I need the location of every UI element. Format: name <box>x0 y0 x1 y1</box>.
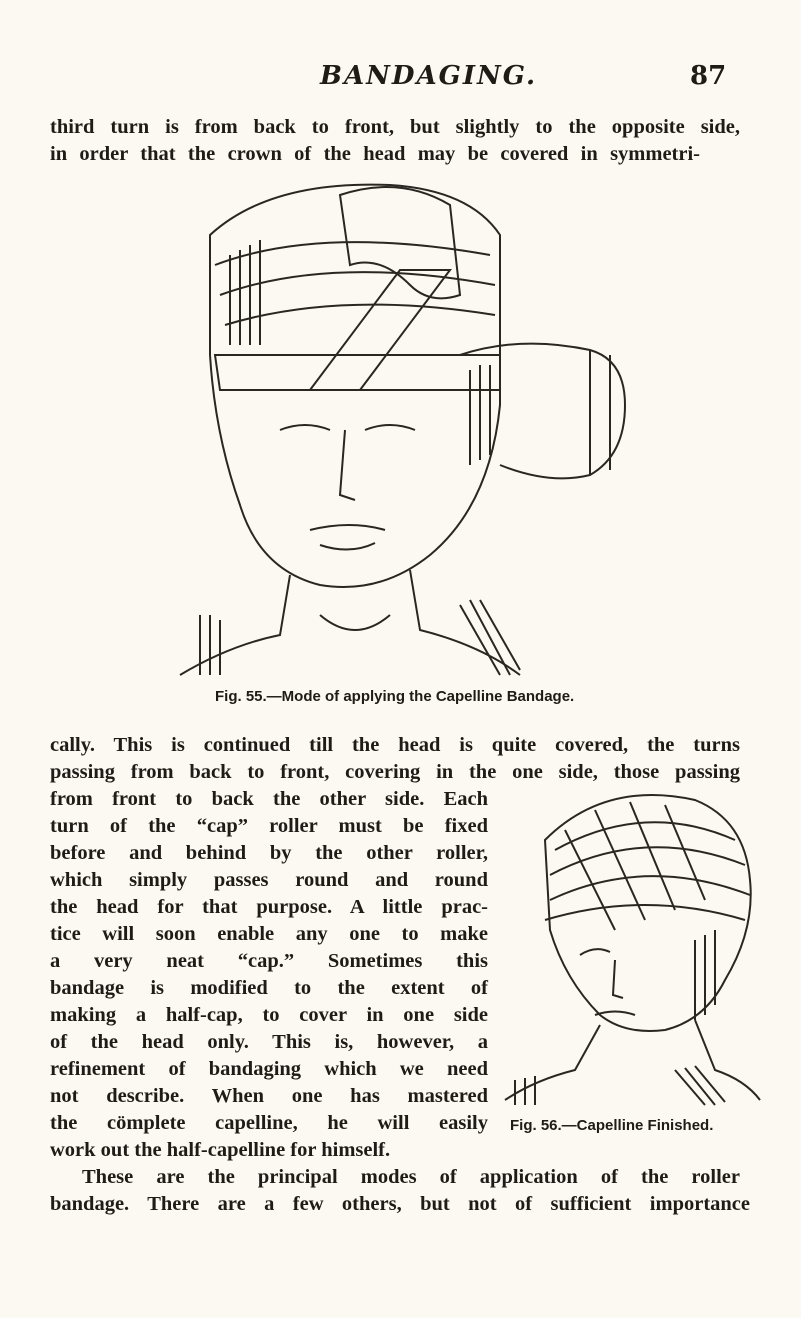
closing-line-3: bandage. There are a few others, but not of sufficient importance <box>50 1193 750 1215</box>
running-title: BANDAGING. <box>320 61 538 91</box>
wrapped-line: before and behind by the other roller, <box>50 842 488 864</box>
page-number: 87 <box>690 61 727 91</box>
intro-line-1: third turn is from back to front, but slightly to the opposite side, <box>50 116 740 138</box>
wrapped-line: making a half-cap, to cover in one side <box>50 1004 488 1026</box>
wrapped-line: the cömplete capelline, he will easily <box>50 1112 488 1134</box>
closing-line-2: These are the principal modes of application of the roller <box>82 1166 740 1188</box>
closing-line-1: work out the half-capelline for himself. <box>50 1139 391 1161</box>
figure-55-caption: Fig. 55.—Mode of applying the Capelline Bandage. <box>215 688 575 705</box>
wrapped-line: bandage is modified to the extent of <box>50 977 488 999</box>
figure-56-caption: Fig. 56.—Capelline Finished. <box>510 1117 714 1134</box>
wrapped-line: turn of the “cap” roller must be fixed <box>50 815 488 837</box>
page-header <box>0 55 801 95</box>
wrapped-line: from front to back the other side. Each <box>50 788 488 810</box>
wrapped-line: the head for that purpose. A little prac- <box>50 896 488 918</box>
figure-55-illustration <box>170 175 640 680</box>
wrapped-line: of the head only. This is, however, a <box>50 1031 488 1053</box>
intro-line-2: in order that the crown of the head may be covered in symmetri- <box>50 143 700 165</box>
text-line-4: passing from back to front, covering in the one side, those passing <box>50 761 740 783</box>
wrapped-line: not describe. When one has mastered <box>50 1085 488 1107</box>
text-line-3: cally. This is continued till the head is quite covered, the turns <box>50 734 740 756</box>
wrapped-line: tice will soon enable any one to make <box>50 923 488 945</box>
wrapped-line: which simply passes round and round <box>50 869 488 891</box>
figure-56-illustration <box>495 780 765 1110</box>
wrapped-line: a very neat “cap.” Sometimes this <box>50 950 488 972</box>
wrapped-line: refinement of bandaging which we need <box>50 1058 488 1080</box>
